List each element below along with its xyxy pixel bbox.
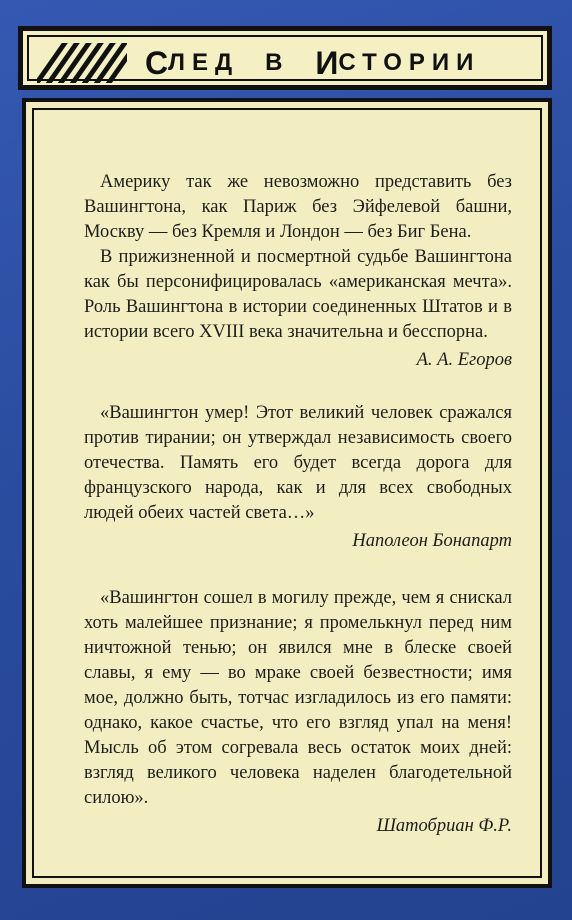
series-title-word-1: ЛЕД — [168, 49, 240, 76]
series-banner-frame — [27, 35, 543, 81]
stripes-decoration — [37, 43, 127, 83]
series-title-word-3: СТОРИИ — [338, 49, 481, 76]
quote-paragraph: «Вашингтон умер! Этот великий человек сражался против тирании; он утверждал независимость своего отечества. Память его будет всегда дорога для французского народа, как и для всех свободных людей обеих частей света…» — [84, 403, 512, 523]
quote-paragraph: «Вашингтон сошел в могилу прежде, чем я снискал хоть малейшее признание; я промелькнул перед ним ничтожной тенью; он явился мне в блеске своей славы, я ему — во мраке своей безвестности; имя мое, должно быть, тотчас изгладилось из его памяти: однако, какое счастье, что его взгляд упал на меня! Мысль об этом согревала весь остаток моих дней: взгляд великого человека наделен благодетельной силою». — [84, 588, 512, 808]
quote-paragraph: В прижизненной и посмертной судьбе Вашингтона как бы персонифицировалась «американская мечта». Роль Вашингтона в истории соединенных Штатов и в истории всего XVIII века значительна и бесспорна. — [84, 247, 512, 342]
series-title-initial-1: С — [145, 45, 169, 81]
quote-author: Наполеон Бонапарт — [352, 531, 512, 551]
series-title-initial-3: И — [315, 45, 339, 81]
series-banner — [18, 26, 552, 90]
quote-paragraph: Америку так же невозможно представить без Вашингтона, как Париж без Эйфелевой башни, Москву — без Кремля и Лондон — без Биг Бена. — [84, 172, 512, 242]
quote-block-chateaubriand — [84, 586, 512, 839]
series-title-word-2: В — [265, 49, 290, 76]
quote-block-egorov — [84, 170, 512, 373]
quote-author: А. А. Егоров — [416, 350, 512, 370]
quote-block-napoleon — [84, 401, 512, 554]
series-title — [145, 43, 480, 83]
quote-author: Шатобриан Ф.Р. — [376, 816, 512, 836]
quotes-text — [84, 170, 512, 839]
